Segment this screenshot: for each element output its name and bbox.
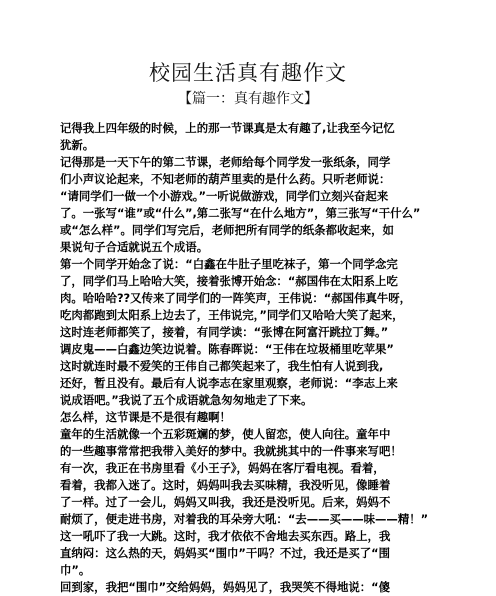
text-line: 吃肉都跑到太阳系上边去了，王伟说完，”同学们又哈哈大笑了起来， (60, 308, 404, 322)
text-line: 肉。哈哈哈??又传来了同学们的一阵笑声，王伟说：“郝国伟真牛呀， (60, 291, 412, 305)
text-line: 巾”。 (60, 563, 91, 577)
text-line: 这时连老师都笑了，接着，有同学读：“张博在阿富汗跳拉丁舞。” (60, 325, 389, 339)
text-line: 记得那是一天下午的第二节课，老师给每个同学发一张纸条，同学 (60, 155, 391, 169)
text-line: 了。一张写“谁”或“什么”,第二张写“在什么地方”，第三张写“干什么” (60, 206, 421, 220)
text-line: 第一个同学开始念了说：“白鑫在牛肚子里吃袜子，第一个同学念完 (60, 257, 398, 271)
text-line: 调皮鬼——白鑫边笑边说着。陈春晖说：“王伟在垃圾桶里吃苹果” (60, 342, 394, 356)
text-line: 犹新。 (60, 138, 95, 152)
text-line: 还好，暂且没有。最后有人说李志在家里观察，老师说：“李志上来 (60, 376, 398, 390)
text-line: 有一次，我正在书房里看《小王子》，妈妈在客厅看电视。看着， (60, 461, 385, 475)
text-line: 了一样。过了一会儿，妈妈又叫我，我还是没听见。后来，妈妈不 (60, 495, 391, 509)
text-line: 或“怎么样”。同学们写完后，老师把所有同学的纸条都收起来，如 (60, 223, 394, 237)
text-line: 耐烦了，便走进书房，对着我的耳朵旁大吼：“去——买——味——精！” (60, 512, 429, 526)
document-subtitle: 【篇一：真有趣作文】 (178, 91, 318, 107)
text-line: 看着，我都入迷了。这时，妈妈叫我去买味精，我没听见，像睡着 (60, 478, 391, 492)
text-line: 说成语吧。”我说了五个成语就急匆匆地走了下来。 (60, 393, 313, 407)
text-line: “请同学们一做一个小游戏。”一听说做游戏，同学们立刻兴奋起来 (60, 189, 389, 203)
text-line: 回到家，我把“围巾”交给妈妈，妈妈见了，我哭笑不得地说：“傻 (60, 580, 391, 594)
text-line: 直纳闷：这么热的天，妈妈买“围巾”干吗？不过，我还是买了“围 (60, 546, 391, 560)
text-line: 记得我上四年级的时候，上的那一节课真是太有趣了,让我至今记忆 (60, 121, 395, 135)
text-line: 怎么样，这节课是不是很有趣啊！ (60, 410, 231, 424)
document-title: 校园生活真有趣作文 (149, 61, 347, 85)
text-line: 童年的生活就像一个五彩斑斓的梦，使人留恋，使人向往。童年中 (60, 427, 391, 441)
text-line: 们小声议论起来，不知老师的葫芦里卖的是什么药。只听老师说： (60, 172, 391, 186)
text-line: 的一些趣事常常把我带入美好的梦中。我就挑其中的一件事来写吧！ (60, 444, 402, 458)
text-line: 这时就连时最不爱笑的王伟自己都笑起来了，我生怕有人说到我, (60, 359, 384, 373)
document-body (60, 120, 444, 596)
text-line: 果说句子合适就说五个成语。 (60, 240, 209, 254)
text-line: 了，同学们马上哈哈大笑，接着张博开始念：“郝国伟在太阳系上吃 (60, 274, 398, 288)
text-line: 这一吼吓了我一大跳。这时，我才依依不舍地去买东西。路上，我 (60, 529, 391, 543)
